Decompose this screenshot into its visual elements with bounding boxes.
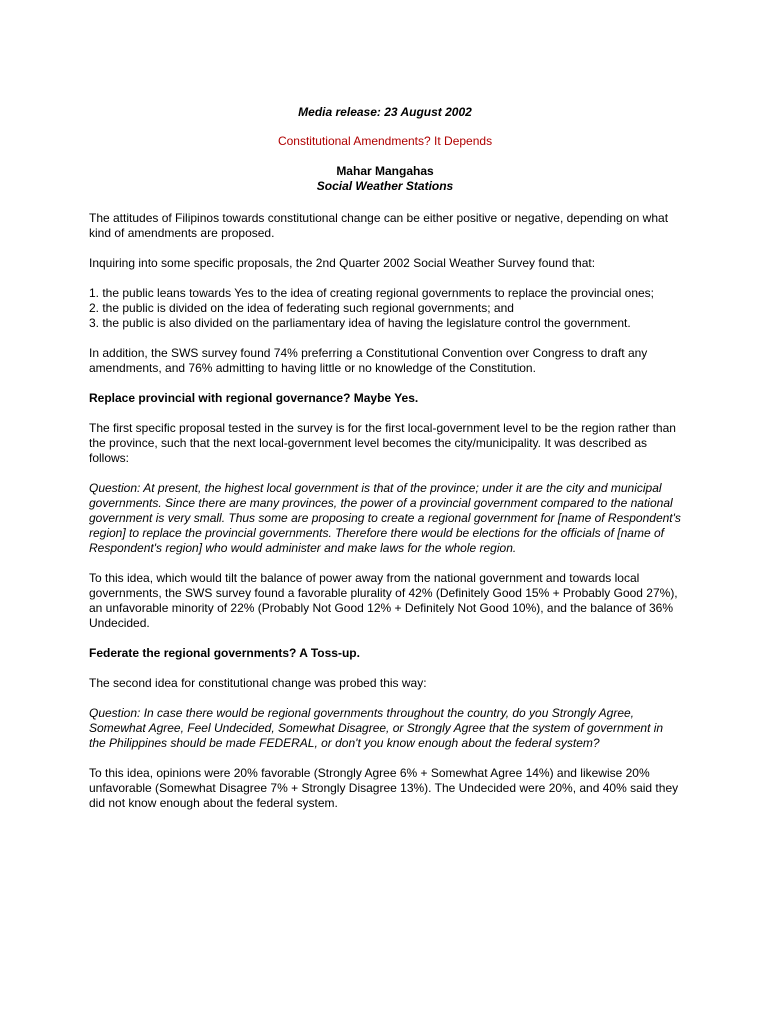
section2-question: Question: In case there would be regional governments throughout the country, do you Strongly Agree, Somewhat Agree, Feel Undecided, Somewhat Disagree, or Strongly Agree that the system of government in the Philippines should be made FEDERAL, or don't you know enough about the federal system? <box>89 706 664 750</box>
findings-list <box>89 286 681 331</box>
section-heading-regional: Replace provincial with regional governance? Maybe Yes. <box>89 391 419 405</box>
list-item: 3. the public is also divided on the parliamentary idea of having the legislature control the government. <box>89 316 631 330</box>
section-heading-federal: Federate the regional governments? A Toss-up. <box>89 646 360 660</box>
release-date: Media release: 23 August 2002 <box>298 105 472 119</box>
list-item: 2. the public is divided on the idea of federating such regional governments; and <box>89 301 514 315</box>
addition-paragraph: In addition, the SWS survey found 74% preferring a Constitutional Convention over Congress to draft any amendments, and 76% admitting to having little or no knowledge of the Constitution. <box>89 346 648 375</box>
section1-result: To this idea, which would tilt the balance of power away from the national government and towards local governments, the SWS survey found a favorable plurality of 42% (Definitely Good 15% + Probably Good 27%), an unfavorable minority of 22% (Probably Not Good 12% + Definitely Not Good 10%), and the balance of 36% Undecided. <box>89 571 678 630</box>
section2-intro: The second idea for constitutional change was probed this way: <box>89 676 427 690</box>
intro-paragraph: The attitudes of Filipinos towards constitutional change can be either positive or negative, depending on what kind of amendments are proposed. <box>89 211 669 240</box>
organization-name: Social Weather Stations <box>316 179 454 193</box>
inquiry-paragraph: Inquiring into some specific proposals, the 2nd Quarter 2002 Social Weather Survey found that: <box>89 256 596 270</box>
section1-question: Question: At present, the highest local government is that of the province; under it are the city and municipal governments. Since there are many provinces, the power of a provincial government compared to the national government is very small. Thus some are proposing to create a regional government for [name of Respondent's region] to replace the provincial governments. Therefore there would be elections for the officials of [name of Respondent's region] who would administer and make laws for the whole region. <box>89 481 681 555</box>
document-page <box>89 105 681 826</box>
headline: Constitutional Amendments? It Depends <box>277 134 493 148</box>
section1-intro: The first specific proposal tested in the survey is for the first local-government level to be the region rather than the province, such that the next local-government level becomes the city/municipality. It was described as follows: <box>89 421 676 465</box>
author-name: Mahar Mangahas <box>336 164 434 178</box>
section2-result: To this idea, opinions were 20% favorable (Strongly Agree 6% + Somewhat Agree 14%) and likewise 20% unfavorable (Somewhat Disagree 7% + Strongly Disagree 13%). The Undecided were 20%, and 40% said they did not know enough about the federal system. <box>89 766 679 810</box>
list-item: 1. the public leans towards Yes to the idea of creating regional governments to replace the provincial ones; <box>89 286 655 300</box>
